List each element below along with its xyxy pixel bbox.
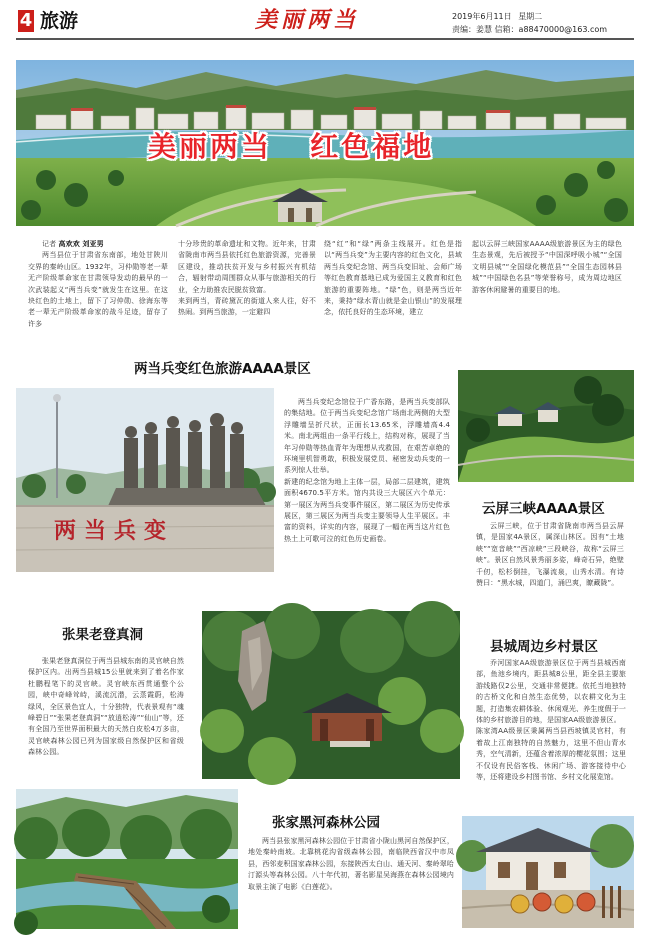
bingbian-body-text: 两当兵变纪念馆位于广香东路，是两当兵变部队的集结地。位于两当兵变纪念馆广场南北两侧的大型浮雕墙呈折尺状，正面长13.65米，浮雕墙高4.4米。南北两组由一条平行线上，结构对称，展现了当年习仲勋等热血青年为理想从戎救国，在艰苦卓绝的环境里机智勇敢，积极发展党员、秘密发动兵变的一系列惊人壮举。 新建的纪念馆为地上主体一层，局部二层建筑，建筑面积4670.5平方米。馆内共设三大展区六个单元：第一展区为两当兵变事件展区，第二展区为历史传承展区，第三展区为两当兵变主要领导人生平展区。丰富的资料，详实的内容，展现了一幅在两当这片红色热土上可歌可泣的红色历史画卷。 — [284, 398, 450, 543]
masthead-logo: 美丽两当 — [255, 7, 360, 33]
section-title-yunping: 云屏三峡AAAA景区 — [482, 501, 605, 517]
intro-col-1-text: 两当县位于甘肃省东南部，地处甘陕川交界的秦岭山区。1932年，习仲勋等老一辈无产阶级革命家在甘肃领导发动的最早的一次武装起义“两当兵变”就发生在这里。在这块红色的土地上，留下了习仲勋、徐海东等老一辈无产阶级革命家的战斗足迹，留存了许多 — [28, 251, 168, 328]
editor-line: 责编：姜慧 信箱：a88470000@163.com — [452, 25, 608, 34]
village-photo — [462, 816, 634, 928]
heihe-body-text: 两当县张家黑河森林公园位于甘肃省小陇山黑河自然保护区，地处秦岭南坡。北靠桃花沟省级森林公园，南临陕西省汉中市凤县，西邻麦积国家森林公园，东接陕西太白山、通天河、秦岭翠哈汀源头等森林公园。八十年代初，著名影星吴海燕在森林公园境内取景主演了电影《白莲花》。 — [248, 837, 454, 891]
banner-photo — [16, 60, 634, 226]
intro-col-3-text: 绕“红”和“绿”两条主线展开。红色是指以“两当兵变”为主要内容的红色文化，县域两当兵变纪念馆、两当兵变旧址、会师广场等红色教育基地已成为爱国主义教育和红色旅游的重要阵地。“绿”色，则是两当近年来，秉持“绿水青山就是金山银山”的发展理念，依托良好的生态环境，建立 — [324, 240, 462, 317]
byline-names: 高欢欢 刘亚男 — [58, 240, 104, 248]
section-name: 旅游 — [40, 10, 79, 32]
yunping-photo — [458, 370, 634, 482]
sculpture-inscription: 两当兵变 — [54, 518, 175, 544]
zhangguo-body-text: 张果老登真洞位于两当县城东南的灵官峡自然保护区内。出两当县城15公里就来到了着名作家杜鹏程笔下的灵官峡。灵官峡东西贯通整个公园，峡中奇峰耸峙，溪流沉潜，云蒸霞蔚，松涛绿风，全区景色宜人，十分独特，代表景观有“魂峰碧日”“张果老登真洞”“放逍松涛”“仙山”等，还有全国乃至世界面积最大的天然白皮松4万多亩，灵官峡森林公园已列为国家级自然保护区和省级森林公园。 — [28, 657, 184, 757]
intro-col-2-text: 十分珍贵的革命遗址和文物。近年来，甘肃省陇南市两当县依托红色旅游资源，完善景区建设，推动扶贫开发与乡村振兴有机结合，辐射带动周围群众从事与旅游相关的行业，全力助推农民脱贫致富。 来到两当，青砖黛瓦的街道人来人往，好不热闹。到两当旅游，一定避四 — [178, 240, 316, 317]
forest-photo — [16, 789, 238, 929]
section-title-bingbian: 两当兵变红色旅游AAAA景区 — [134, 361, 311, 377]
header-rule — [16, 38, 634, 40]
yunping-body-text: 云屏三峡，位于甘肃省陇南市两当县云屏镇，是国家4A景区，属深山林区。因有“土地峡”“宽音峡”“西凉峡”三段峡谷，故称“云屏三峡”。景区自然风景秀丽多姿，峰奇石异，绝壁千仞，松杉倒挂，飞瀑流泉，山秀水清。有诗赞曰：“黑水城，四道门，涌巴爽，瞭藏陇”。 — [476, 522, 624, 588]
intro-col-3 — [324, 239, 462, 323]
section-title-township: 县城周边乡村景区 — [490, 639, 598, 655]
byline-prefix: 记者 — [42, 240, 57, 248]
page-header — [0, 0, 650, 50]
township-body — [476, 658, 626, 808]
zhangguo-body — [28, 656, 184, 772]
yunping-body — [476, 521, 624, 613]
township-body-text: 乔河国家AA级旅游景区位于两当县城西南部，鱼池乡境内，距县城8公里，距全县主要旅游线路仅2公里，交通非常便捷。依托当地独特的古桥文化和自然生态优势，以农耕文化为主题，打造集农耕体验、休闲观光、养生度假于一体的乡村旅游目的地，是国家AA级旅游景区。 陈家湾AA级景区秉属两当县西坡镇灵官村，有着故上江南独特的自然魅力，这里不但山青水秀，空气清新，还蕴含着浓厚的樱花氛围；这里不仅设有民俗客栈、休闲广场、游客接待中心等，还将建设乡村图书馆、乡村文化展览馆。 — [476, 659, 626, 782]
issue-date — [452, 11, 542, 22]
bingbian-body — [284, 397, 450, 573]
intro-col-2 — [178, 239, 316, 323]
section-title-heihe: 张家黑河森林公园 — [272, 815, 380, 831]
heihe-body — [248, 836, 454, 928]
sculpture-photo — [16, 388, 274, 572]
cave-photo — [202, 611, 460, 779]
page-number-box: 4 — [19, 10, 33, 31]
banner-headline: 美丽两当 红色福地 — [148, 130, 435, 163]
intro-col-4-text: 起以云屏三峡国家AAAA级旅游景区为主的绿色生态景观，先后被授予“中国深呼吸小城”“全国文明县城”“全国绿化模范县”“全国生态园林县城”“中国绿色名县”等荣誉称号，成为周边地区游客休闲避暑的重要目的地。 — [472, 240, 622, 294]
date-text: 2019年6月11日 — [452, 12, 512, 21]
section-title-zhangguo: 张果老登真洞 — [62, 627, 143, 643]
intro-col-1 — [28, 239, 168, 328]
intro-col-4 — [472, 239, 622, 323]
weekday-text: 星期二 — [518, 12, 543, 21]
